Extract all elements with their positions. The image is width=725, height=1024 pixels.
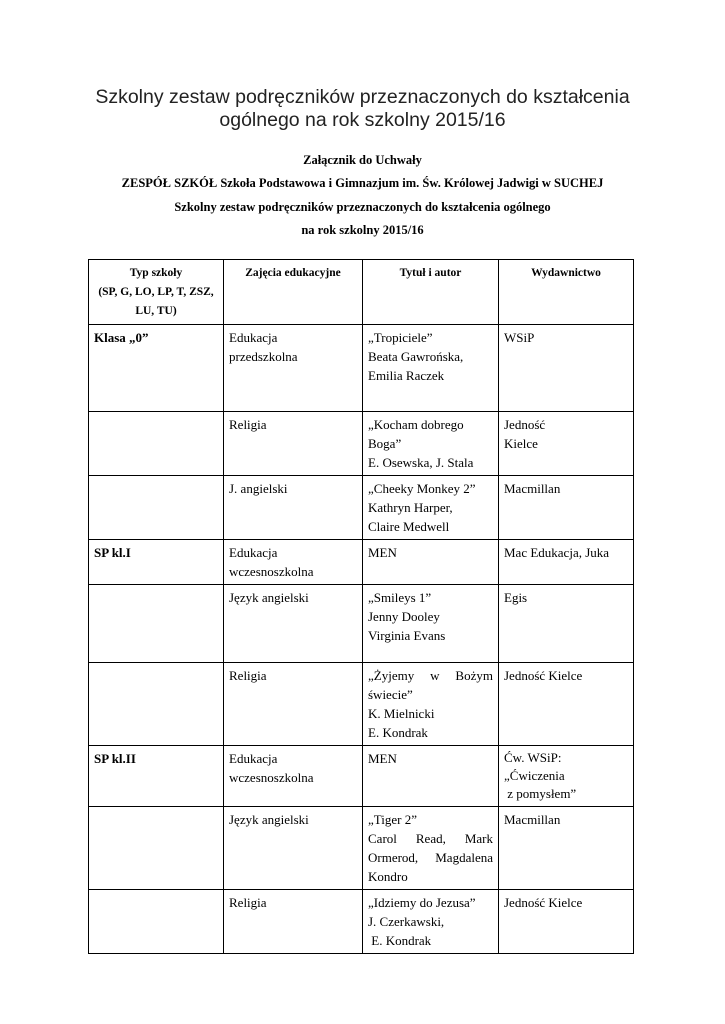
title-author-cell: „Kocham dobrego Boga” E. Osewska, J. Stala bbox=[363, 412, 499, 476]
publisher-cell: Ćw. WSiP: „Ćwiczenia z pomysłem” bbox=[499, 746, 634, 807]
header-publisher: Wydawnictwo bbox=[499, 260, 634, 325]
subject-cell: Język angielski bbox=[224, 585, 363, 663]
table-row bbox=[89, 890, 634, 954]
subject-cell: Religia bbox=[224, 890, 363, 954]
publisher-cell: Egis bbox=[499, 585, 634, 663]
publisher-cell: Macmillan bbox=[499, 476, 634, 540]
attachment-heading: Załącznik do Uchwały bbox=[303, 153, 422, 167]
set-description: Szkolny zestaw podręczników przeznaczonych do kształcenia ogólnego bbox=[174, 200, 551, 214]
title-author-cell: MEN bbox=[363, 540, 499, 585]
title-author-cell: „Tiger 2” Carol Read, Mark Ormerod, Magdalena Kondro bbox=[363, 807, 499, 890]
subject-cell: Język angielski bbox=[224, 807, 363, 890]
table-row bbox=[89, 325, 634, 412]
table-row bbox=[89, 540, 634, 585]
subject-cell: Edukacja wczesnoszkolna bbox=[224, 746, 363, 807]
title-author-cell: „Tropiciele” Beata Gawrońska, Emilia Raczek bbox=[363, 325, 499, 412]
table-row bbox=[89, 663, 634, 746]
table-row bbox=[89, 807, 634, 890]
class-cell bbox=[89, 476, 224, 540]
publisher-cell: Jedność Kielce bbox=[499, 663, 634, 746]
document-title bbox=[0, 86, 725, 132]
table-row bbox=[89, 585, 634, 663]
title-author-cell: „Żyjemy w Bożym świecie” K. Mielnicki E. Kondrak bbox=[363, 663, 499, 746]
header-school-type: Typ szkoły (SP, G, LO, LP, T, ZSZ, LU, TU) bbox=[89, 260, 224, 325]
class-cell bbox=[89, 585, 224, 663]
table-row bbox=[89, 412, 634, 476]
table-row bbox=[89, 746, 634, 807]
publisher-cell: Jedność Kielce bbox=[499, 412, 634, 476]
title-line-1: Szkolny zestaw podręczników przeznaczonych do kształcenia bbox=[95, 86, 630, 108]
table-row bbox=[89, 476, 634, 540]
class-cell: Klasa „0” bbox=[89, 325, 224, 412]
title-author-cell: MEN bbox=[363, 746, 499, 807]
title-author-cell: „Smileys 1” Jenny Dooley Virginia Evans bbox=[363, 585, 499, 663]
subject-cell: Religia bbox=[224, 412, 363, 476]
title-line-2: ogólnego na rok szkolny 2015/16 bbox=[219, 109, 506, 131]
subject-cell: Religia bbox=[224, 663, 363, 746]
textbook-table bbox=[88, 259, 634, 954]
class-cell: SP kl.II bbox=[89, 746, 224, 807]
publisher-cell: WSiP bbox=[499, 325, 634, 412]
table-header-row bbox=[89, 260, 634, 325]
publisher-cell: Jedność Kielce bbox=[499, 890, 634, 954]
class-cell bbox=[89, 890, 224, 954]
title-author-cell: „Idziemy do Jezusa” J. Czerkawski, E. Kondrak bbox=[363, 890, 499, 954]
subject-cell: Edukacja wczesnoszkolna bbox=[224, 540, 363, 585]
class-cell bbox=[89, 663, 224, 746]
subject-cell: J. angielski bbox=[224, 476, 363, 540]
school-name: ZESPÓŁ SZKÓŁ Szkoła Podstawowa i Gimnazjum im. Św. Królowej Jadwigi w SUCHEJ bbox=[121, 176, 604, 190]
school-year: na rok szkolny 2015/16 bbox=[301, 223, 424, 237]
class-cell bbox=[89, 412, 224, 476]
class-cell bbox=[89, 807, 224, 890]
publisher-cell: Macmillan bbox=[499, 807, 634, 890]
header-title-author: Tytuł i autor bbox=[363, 260, 499, 325]
publisher-cell: Mac Edukacja, Juka bbox=[499, 540, 634, 585]
subject-cell: Edukacja przedszkolna bbox=[224, 325, 363, 412]
header-subject: Zajęcia edukacyjne bbox=[224, 260, 363, 325]
class-cell: SP kl.I bbox=[89, 540, 224, 585]
title-author-cell: „Cheeky Monkey 2” Kathryn Harper, Claire Medwell bbox=[363, 476, 499, 540]
